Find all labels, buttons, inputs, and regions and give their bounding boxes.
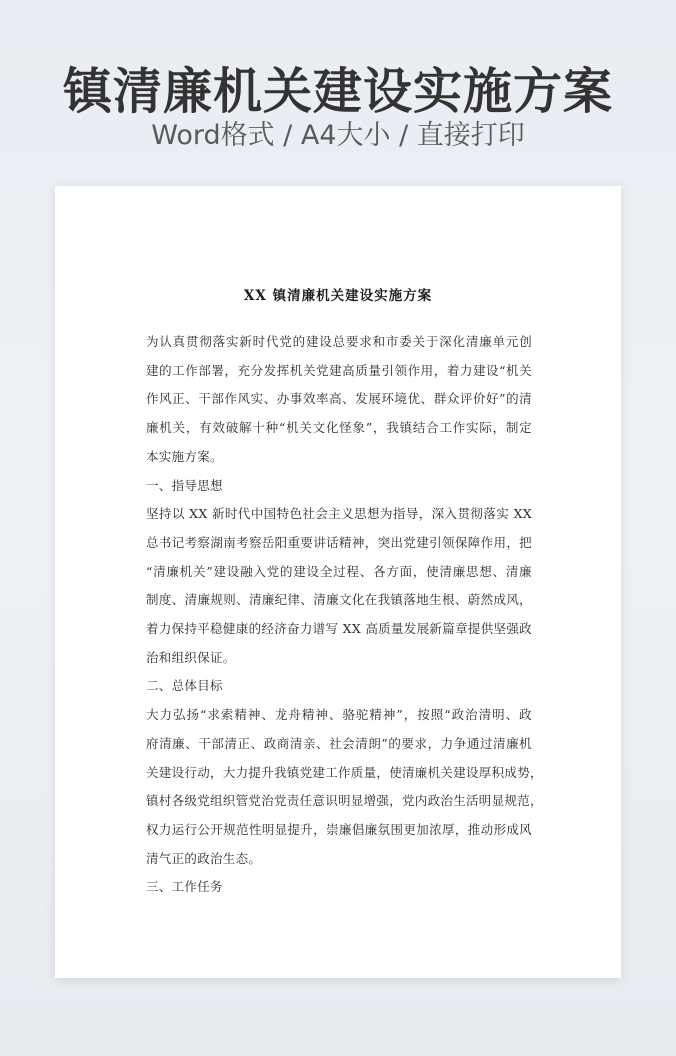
banner-title: 镇清廉机关建设实施方案 xyxy=(62,63,613,120)
section-heading: 一、指导思想 xyxy=(146,477,223,493)
document-body xyxy=(146,328,543,902)
body-line: 权力运行公开规范性明显提升，崇廉倡廉氛围更加浓厚，推动形成风 xyxy=(146,821,532,837)
body-line: 廉机关，有效破解十种“机关文化怪象”，我镇结合工作实际，制定 xyxy=(146,420,532,436)
body-line: 坚持以 XX 新时代中国特色社会主义思想为指导，深入贯彻落实 XX xyxy=(146,506,532,522)
body-line: 大力弘扬“求索精神、龙舟精神、骆驼精神”，按照“政治清明、政 xyxy=(146,707,532,723)
body-line: 为认真贯彻落实新时代党的建设总要求和市委关于深化清廉单元创 xyxy=(146,334,532,349)
body-line: 着力保持平稳健康的经济奋力谱写 XX 高质量发展新篇章提供坚强政 xyxy=(146,621,532,637)
body-line: 本实施方案。 xyxy=(146,448,223,464)
section-heading: 二、总体目标 xyxy=(146,678,223,694)
section-heading: 三、工作任务 xyxy=(146,879,223,895)
body-line: 建的工作部署，充分发挥机关党建高质量引领作用，着力建设“机关 xyxy=(146,362,532,378)
body-line: 总书记考察湖南考察岳阳重要讲话精神，突出党建引领保障作用，把 xyxy=(146,534,532,550)
body-line: 关建设行动，大力提升我镇党建工作质量，使清廉机关建设厚积成势， xyxy=(146,764,543,780)
body-line: 清气正的政治生态。 xyxy=(146,850,262,866)
body-line: 镇村各级党组织管党治党责任意识明显增强，党内政治生活明显规范， xyxy=(146,793,543,809)
body-line: 作风正、干部作风实、办事效率高、发展环境优、群众评价好”的清 xyxy=(146,391,532,407)
document-title: XX 镇清廉机关建设实施方案 xyxy=(243,288,433,304)
body-line: “清廉机关”建设融入党的建设全过程、各方面，使清廉思想、清廉 xyxy=(146,563,532,579)
body-line: 制度、清廉规则、清廉纪律、清廉文化在我镇落地生根、蔚然成风， xyxy=(146,592,532,608)
document-page xyxy=(55,186,621,978)
banner-subtitle: Word格式 / A4大小 / 直接打印 xyxy=(151,120,525,151)
body-line: 治和组织保证。 xyxy=(146,649,236,665)
body-line: 府清廉、干部清正、政商清亲、社会清朗”的要求，力争通过清廉机 xyxy=(146,735,532,751)
